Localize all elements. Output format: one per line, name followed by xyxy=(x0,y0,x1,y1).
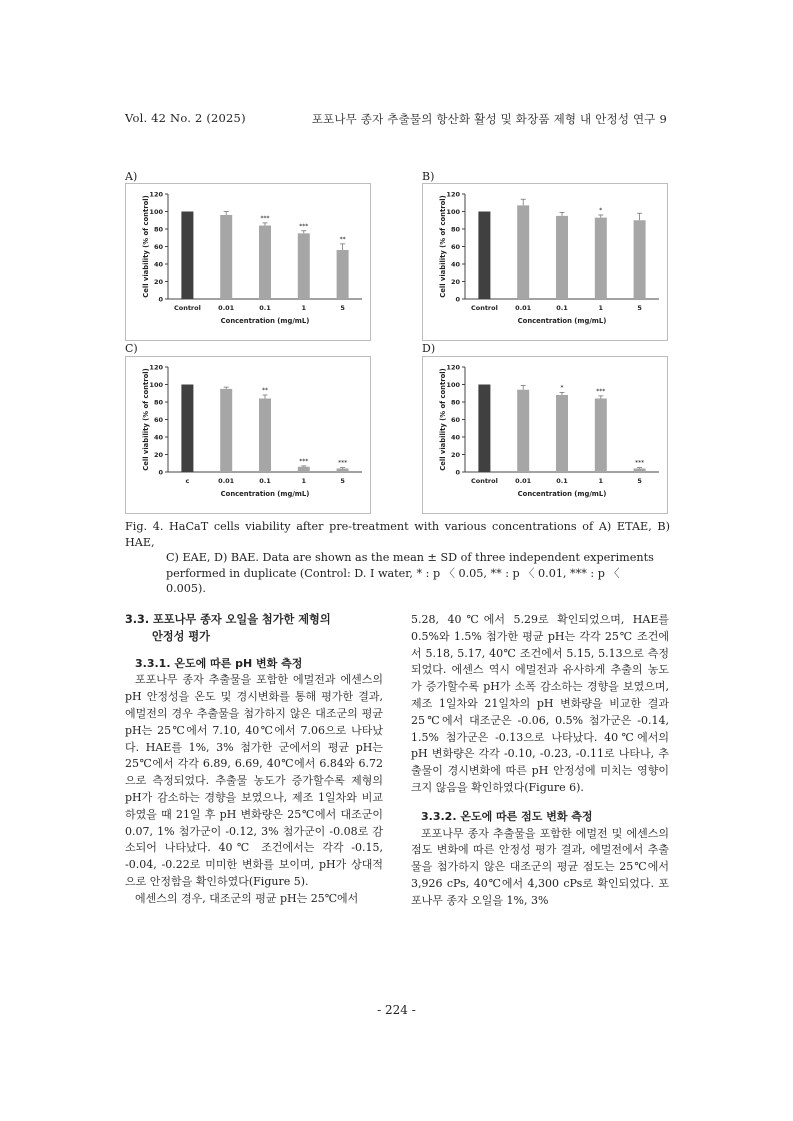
body-paragraph: 5.28, 40℃에서 5.29로 확인되었으며, HAE를 0.5%와 1.5% 첨가한 평균 pH는 각각 25℃ 조건에서 5.18, 5.17, 40℃ 조건에서 5.15, 5.13으로 측정되었다. 에센스 역시 에멀전과 유사하게 추출의 농도가 증가할수록 pH가 소폭 감소하는 경향을 보였으며, 제조 1일차와 21일차의 pH 변화량을 비교한 결과 25℃에서 대조군은 -0.06, 0.5% 첨가군은 -0.14, 1.5% 첨가군은 -0.13으로 나타났다. 40℃에서의 pH 변화량은 각각 -0.10, -0.23, -0.11로 나타나, 추출물이 경시변화에 따른 pH 안정성에 미치는 영향이 크지 않음을 확인하였다(Figure 6). xyxy=(411,613,669,794)
y-tick-label: 40 xyxy=(153,433,163,442)
significance-mark: * xyxy=(560,384,564,392)
caption-line: Fig. 4. HaCaT cells viability after pre-treatment with various concentrations of A) ETAE, B) HAE, xyxy=(125,520,670,549)
running-title: 포포나무 종자 추출물의 항산화 활성 및 화장품 제형 내 안정성 연구 9 xyxy=(311,112,667,126)
chart-panel-a xyxy=(125,183,371,341)
y-tick-label: 60 xyxy=(450,243,460,251)
panel-label-a: A) xyxy=(125,170,138,183)
x-tick-label: 0.1 xyxy=(556,304,568,312)
page-number: - 224 - xyxy=(377,1003,416,1017)
x-tick-label: 0.01 xyxy=(218,477,235,485)
significance-mark: ** xyxy=(262,387,268,394)
x-tick-label: 0.1 xyxy=(259,477,271,485)
bar xyxy=(298,467,310,472)
bar xyxy=(220,389,232,472)
left-column xyxy=(125,612,383,908)
body-paragraph: 에센스의 경우, 대조군의 평균 pH는 25℃에서 xyxy=(135,891,359,905)
bar xyxy=(220,215,232,299)
y-axis-label: Cell viability (% of control) xyxy=(142,195,150,298)
x-axis-label: Concentration (mg/mL) xyxy=(517,317,607,325)
y-tick-label: 60 xyxy=(450,416,460,424)
y-tick-label: 120 xyxy=(149,363,163,372)
y-tick-label: 60 xyxy=(153,243,163,251)
bar xyxy=(259,226,271,300)
bar xyxy=(259,399,271,473)
x-tick-label: 0.1 xyxy=(259,304,271,312)
bar xyxy=(298,233,310,299)
y-tick-label: 0 xyxy=(158,468,163,477)
x-tick-label: 1 xyxy=(598,304,604,312)
bar xyxy=(595,399,607,473)
y-axis-label: Cell viability (% of control) xyxy=(142,368,150,471)
significance-mark: ** xyxy=(339,235,346,243)
bar xyxy=(556,395,568,472)
y-tick-label: 80 xyxy=(450,225,460,234)
subsection-title-ph: 3.3.1. 온도에 따른 pH 변화 측정 xyxy=(135,656,303,670)
significance-mark: *** xyxy=(596,387,606,395)
bar xyxy=(517,205,529,299)
bar xyxy=(634,469,646,473)
y-tick-label: 120 xyxy=(149,190,163,199)
figure-caption xyxy=(125,519,670,597)
subsection-title-viscosity: 3.3.2. 온도에 따른 점도 변화 측정 xyxy=(421,809,593,823)
chart-panel-d xyxy=(422,356,668,514)
chart-b-svg xyxy=(423,184,667,340)
significance-mark: * xyxy=(599,207,603,214)
x-axis-label: Concentration (mg/mL) xyxy=(220,317,310,325)
x-tick-label: 5 xyxy=(637,304,642,312)
y-tick-label: 80 xyxy=(153,398,163,407)
x-tick-label: 0.01 xyxy=(515,477,532,485)
x-tick-label: Control xyxy=(470,477,498,485)
chart-a-svg xyxy=(126,184,370,340)
significance-mark: *** xyxy=(299,222,309,230)
caption-line: performed in duplicate (Control: D. I water, * : p 〈 0.05, ** : p 〈 0.01, *** : p 〈 xyxy=(166,566,620,580)
chart-panel-c xyxy=(125,356,371,514)
x-tick-label: Control xyxy=(470,304,498,312)
y-tick-label: 40 xyxy=(450,433,460,442)
bar xyxy=(478,385,490,473)
chart-c-svg xyxy=(126,357,370,513)
y-tick-label: 40 xyxy=(450,260,460,269)
y-tick-label: 20 xyxy=(450,451,460,459)
y-tick-label: 0 xyxy=(158,295,163,304)
y-tick-label: 20 xyxy=(450,278,460,286)
y-tick-label: 60 xyxy=(153,416,163,424)
x-tick-label: 1 xyxy=(598,477,604,485)
panel-label-d: D) xyxy=(422,342,436,355)
bar xyxy=(181,385,193,473)
x-tick-label: 0.01 xyxy=(218,304,235,312)
y-tick-label: 20 xyxy=(153,278,163,286)
x-tick-label: 1 xyxy=(301,304,307,312)
y-tick-label: 0 xyxy=(455,468,460,477)
y-tick-label: 80 xyxy=(153,225,163,234)
chart-d-svg xyxy=(423,357,667,513)
bar xyxy=(517,390,529,472)
y-tick-label: 120 xyxy=(446,190,460,199)
caption-line: 0.005). xyxy=(166,582,206,596)
significance-mark: *** xyxy=(299,457,309,465)
x-axis-label: Concentration (mg/mL) xyxy=(517,490,607,498)
bar xyxy=(634,220,646,299)
bar xyxy=(337,469,349,473)
section-title: 3.3. 포포나무 종자 오일을 첨가한 제형의 xyxy=(125,613,331,626)
right-column xyxy=(411,612,669,910)
x-tick-label: 5 xyxy=(637,477,642,485)
panel-label-b: B) xyxy=(422,170,435,183)
y-tick-label: 20 xyxy=(153,451,163,459)
bar xyxy=(478,212,490,300)
section-title-cont: 안정성 평가 xyxy=(152,629,210,643)
y-axis-label: Cell viability (% of control) xyxy=(439,195,447,298)
x-tick-label: 0.01 xyxy=(515,304,532,312)
y-tick-label: 100 xyxy=(446,381,460,389)
body-paragraph: 포포나무 종자 추출물을 포함한 에멀전 및 에센스의 점도 변화에 따른 안정성 평가 결과, 에멀전에서 추출물을 첨가하지 않은 대조군의 평균 점도는 25℃에서 3,926 cPs, 40℃에서 4,300 cPs로 확인되었다. 포포나무 종자 오일을 1%, 3% xyxy=(411,826,669,907)
significance-mark: *** xyxy=(635,459,645,467)
body-paragraph: 포포나무 종자 추출물을 포함한 에멀전과 에센스의 pH 안정성을 온도 및 경시변화를 통해 평가한 결과, 에멀전의 경우 추출물을 첨가하지 않은 대조군의 평균 pH는 25℃에서 7.10, 40℃에서 7.06으로 나타났다. HAE를 1%, 3% 첨가한 군에서의 평균 pH는 25℃에서 각각 6.89, 6.69, 40℃에서 6.84와 6.72으로 측정되었다. 추출물 농도가 증가할수록 제형의 pH가 감소하는 경향을 보였으나, 제조 1일차와 비교하였을 때 21일 후 pH 변화량은 25℃에서 대조군이 0.07, 1% 첨가군이 -0.12, 3% 첨가군이 -0.08로 감소되어 나타났다. 40℃ 조건에서는 각각 -0.15, -0.04, -0.22로 미미한 변화를 보이며, pH가 상대적으로 안정함을 확인하였다(Figure 5). xyxy=(125,673,383,888)
y-tick-label: 0 xyxy=(455,295,460,304)
x-tick-label: Control xyxy=(173,304,201,312)
bar xyxy=(556,216,568,299)
significance-mark: *** xyxy=(260,214,270,222)
bar xyxy=(337,250,349,299)
x-tick-label: 5 xyxy=(340,477,345,485)
bar xyxy=(181,212,193,300)
y-tick-label: 100 xyxy=(149,381,163,389)
x-tick-label: 0.1 xyxy=(556,477,568,485)
x-tick-label: 1 xyxy=(301,477,307,485)
y-tick-label: 100 xyxy=(446,208,460,216)
panel-label-c: C) xyxy=(125,342,138,355)
y-tick-label: 40 xyxy=(153,260,163,269)
chart-panel-b xyxy=(422,183,668,341)
bar xyxy=(595,218,607,299)
significance-mark: *** xyxy=(338,459,348,467)
y-tick-label: 120 xyxy=(446,363,460,372)
x-tick-label: c xyxy=(185,477,190,485)
caption-line: C) EAE, D) BAE. Data are shown as the mean ± SD of three independent experiments xyxy=(166,551,654,565)
y-tick-label: 100 xyxy=(149,208,163,216)
y-tick-label: 80 xyxy=(450,398,460,407)
x-axis-label: Concentration (mg/mL) xyxy=(220,490,310,498)
x-tick-label: 5 xyxy=(340,304,345,312)
y-axis-label: Cell viability (% of control) xyxy=(439,368,447,471)
journal-volume: Vol. 42 No. 2 (2025) xyxy=(125,111,246,125)
